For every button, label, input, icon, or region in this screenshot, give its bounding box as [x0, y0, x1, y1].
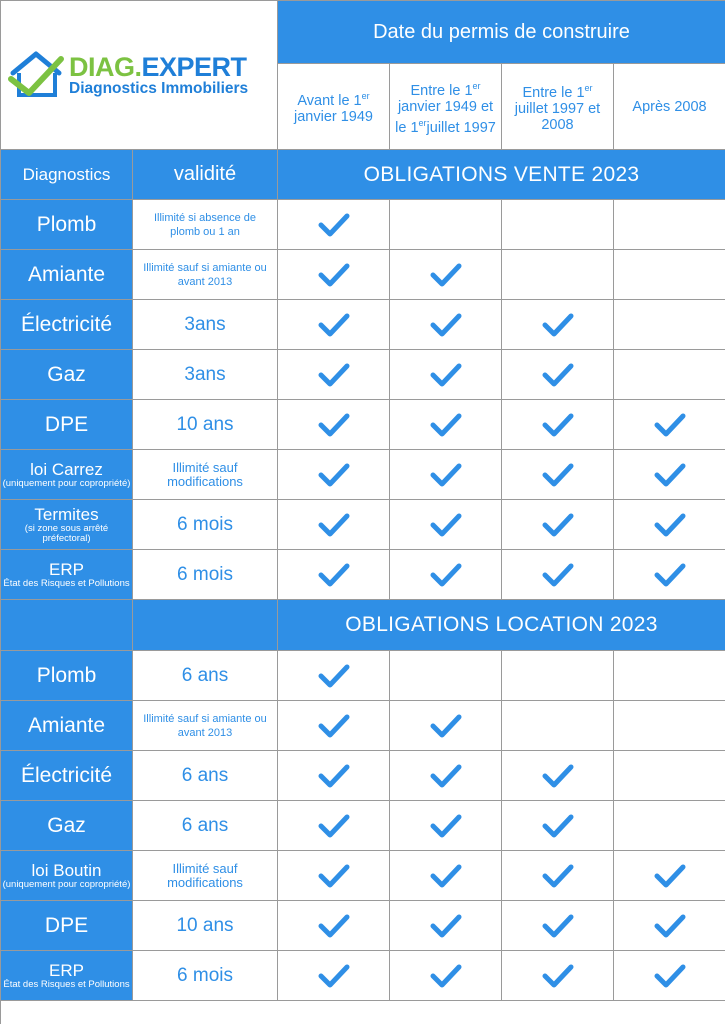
period-text-post: janvier 1949 — [294, 108, 373, 125]
period-sup: er — [584, 83, 593, 94]
checkmark-icon — [429, 361, 463, 389]
checkmark-icon — [429, 261, 463, 289]
checkmark-icon — [653, 411, 687, 439]
checkmark-icon — [653, 862, 687, 890]
period-label — [506, 80, 609, 133]
diagnostic-label: Électricité — [20, 763, 113, 787]
checkmark-icon — [317, 862, 351, 890]
column-header-diagnostics: Diagnostics — [1, 150, 133, 200]
validity-value: Illimité sauf si amiante ou avant 2013 — [133, 250, 278, 300]
check-cell-checked — [614, 500, 725, 550]
validity-value: 3ans — [133, 300, 278, 350]
check-cell-checked — [502, 350, 614, 400]
diagnostic-label: Plomb — [36, 663, 97, 687]
check-cell-checked — [390, 250, 502, 300]
period-text-pre: Entre le 1 — [410, 82, 473, 99]
checkmark-icon — [317, 211, 351, 239]
checkmark-icon — [429, 912, 463, 940]
validity-value: Illimité sauf modifications — [133, 450, 278, 500]
logo-brand-part2: EXPERT — [141, 52, 247, 82]
diagnostic-label: DPE — [44, 412, 89, 436]
checkmark-icon — [541, 311, 575, 339]
checkmark-icon — [541, 912, 575, 940]
checkmark-icon — [429, 762, 463, 790]
checkmark-icon — [541, 511, 575, 539]
check-cell-checked — [614, 450, 725, 500]
diagnostic-name — [1, 450, 133, 500]
checkmark-icon — [317, 511, 351, 539]
diagnostic-name — [1, 951, 133, 1001]
check-cell-checked — [278, 801, 390, 851]
checkmark-icon — [317, 311, 351, 339]
validity-value: Illimité sauf si amiante ou avant 2013 — [133, 701, 278, 751]
period-label — [632, 99, 706, 115]
diagnostic-name — [1, 400, 133, 450]
checkmark-icon — [317, 662, 351, 690]
validity-value: 10 ans — [133, 901, 278, 951]
diagnostic-label: Gaz — [47, 813, 86, 837]
checkmark-icon — [653, 962, 687, 990]
checkmark-icon — [429, 561, 463, 589]
diagnostic-sublabel: (uniquement pour copropriété) — [2, 477, 131, 489]
check-cell-checked — [390, 450, 502, 500]
check-cell-checked — [278, 200, 390, 250]
diagnostic-name — [1, 500, 133, 550]
validity-value: Illimité sauf modifications — [133, 851, 278, 901]
checkmark-icon — [317, 411, 351, 439]
location-header-blank-1 — [1, 600, 133, 651]
check-cell-checked — [502, 901, 614, 951]
check-cell-empty — [614, 701, 725, 751]
diagnostic-name — [1, 300, 133, 350]
checkmark-icon — [653, 461, 687, 489]
validity-value: 6 mois — [133, 550, 278, 600]
check-cell-checked — [390, 500, 502, 550]
checkmark-icon — [317, 261, 351, 289]
checkmark-icon — [317, 912, 351, 940]
checkmark-icon — [429, 411, 463, 439]
check-cell-checked — [390, 550, 502, 600]
diagnostic-name — [1, 250, 133, 300]
check-cell-checked — [502, 751, 614, 801]
diagnostic-label: DPE — [44, 913, 89, 937]
diagnostic-name — [1, 851, 133, 901]
check-cell-checked — [502, 951, 614, 1001]
check-cell-empty — [614, 300, 725, 350]
diagnostic-name — [1, 550, 133, 600]
checkmark-icon — [653, 912, 687, 940]
period-sup: er — [472, 80, 481, 91]
location-section-title: OBLIGATIONS LOCATION 2023 — [278, 600, 725, 651]
check-cell-checked — [614, 951, 725, 1001]
period-header-3 — [502, 64, 614, 150]
check-cell-checked — [390, 951, 502, 1001]
check-cell-empty — [502, 200, 614, 250]
check-cell-checked — [390, 801, 502, 851]
logo-tagline: Diagnostics Immobiliers — [69, 80, 249, 97]
checkmark-icon — [317, 461, 351, 489]
diagnostic-label: Amiante — [27, 713, 106, 737]
diagnostic-label: Plomb — [36, 212, 97, 236]
diagnostic-label: loi Carrez — [30, 459, 103, 479]
validity-value: 3ans — [133, 350, 278, 400]
check-cell-checked — [278, 350, 390, 400]
check-cell-checked — [390, 350, 502, 400]
logo-brand — [69, 53, 248, 81]
logo — [1, 1, 278, 150]
diagnostic-name — [1, 701, 133, 751]
check-cell-checked — [502, 300, 614, 350]
check-cell-checked — [390, 300, 502, 350]
check-cell-checked — [278, 500, 390, 550]
check-cell-empty — [614, 350, 725, 400]
diagnostic-sublabel: État des Risques et Pollutions — [3, 577, 130, 589]
diagnostic-label: ERP — [49, 960, 84, 980]
diagnostic-label: Gaz — [47, 362, 86, 386]
check-cell-empty — [502, 250, 614, 300]
period-label — [282, 88, 385, 125]
checkmark-icon — [429, 461, 463, 489]
check-cell-checked — [278, 951, 390, 1001]
validity-value: 6 ans — [133, 651, 278, 701]
check-cell-checked — [502, 450, 614, 500]
checkmark-icon — [541, 812, 575, 840]
validity-value: 6 ans — [133, 751, 278, 801]
diagnostic-name — [1, 751, 133, 801]
diagnostic-label: Électricité — [20, 312, 113, 336]
period-text-mid: janvier 1949 et le 1 — [395, 98, 494, 136]
checkmark-icon — [541, 461, 575, 489]
checkmark-icon — [317, 762, 351, 790]
checkmark-icon — [541, 361, 575, 389]
checkmark-icon — [541, 762, 575, 790]
checkmark-icon — [541, 862, 575, 890]
diagnostic-label: Termites — [34, 504, 99, 524]
checkmark-icon — [317, 962, 351, 990]
diagnostic-name — [1, 901, 133, 951]
check-cell-checked — [278, 250, 390, 300]
checkmark-icon — [317, 712, 351, 740]
checkmark-icon — [429, 862, 463, 890]
check-cell-checked — [502, 550, 614, 600]
check-cell-checked — [278, 400, 390, 450]
check-cell-empty — [502, 701, 614, 751]
checkmark-icon — [653, 561, 687, 589]
period-label — [394, 78, 497, 136]
checkmark-icon — [429, 962, 463, 990]
check-cell-checked — [390, 851, 502, 901]
diagnostic-name — [1, 801, 133, 851]
checkmark-icon — [541, 411, 575, 439]
diagnostic-label: Amiante — [27, 262, 106, 286]
check-cell-empty — [614, 200, 725, 250]
validity-value: 6 mois — [133, 500, 278, 550]
check-cell-checked — [502, 851, 614, 901]
check-cell-checked — [390, 701, 502, 751]
diagnostic-sublabel: (uniquement pour copropriété) — [2, 878, 131, 890]
validity-value: 6 mois — [133, 951, 278, 1001]
check-cell-empty — [614, 751, 725, 801]
period-text-pre: Après 2008 — [632, 98, 707, 115]
house-check-icon — [7, 49, 65, 101]
check-cell-checked — [614, 901, 725, 951]
checkmark-icon — [541, 962, 575, 990]
checkmark-icon — [317, 812, 351, 840]
diagnostic-name — [1, 350, 133, 400]
checkmark-icon — [429, 311, 463, 339]
logo-brand-part1: DIAG. — [69, 52, 142, 82]
period-text-post: juillet 1997 et 2008 — [514, 100, 601, 133]
check-cell-checked — [278, 701, 390, 751]
checkmark-icon — [429, 511, 463, 539]
diagnostic-sublabel: (si zone sous arrêté préfectoral) — [24, 522, 109, 544]
check-cell-checked — [278, 450, 390, 500]
check-cell-empty — [614, 651, 725, 701]
column-header-validite: validité — [133, 150, 278, 200]
checkmark-icon — [653, 511, 687, 539]
diagnostic-name — [1, 651, 133, 701]
check-cell-empty — [390, 651, 502, 701]
check-cell-checked — [278, 751, 390, 801]
period-text-pre: Entre le 1 — [522, 84, 585, 101]
check-cell-checked — [278, 901, 390, 951]
validity-value: Illimité si absence de plomb ou 1 an — [133, 200, 278, 250]
check-cell-checked — [614, 851, 725, 901]
vente-section-title: OBLIGATIONS VENTE 2023 — [278, 150, 725, 200]
check-cell-checked — [278, 300, 390, 350]
period-text-pre: Avant le 1 — [297, 92, 362, 109]
period-header-4 — [614, 64, 725, 150]
check-cell-checked — [614, 400, 725, 450]
diagnostic-name — [1, 200, 133, 250]
validity-value: 6 ans — [133, 801, 278, 851]
check-cell-checked — [278, 550, 390, 600]
location-header-blank-2 — [133, 600, 278, 651]
checkmark-icon — [429, 812, 463, 840]
check-cell-checked — [390, 751, 502, 801]
check-cell-checked — [278, 851, 390, 901]
diagnostic-label: ERP — [49, 559, 84, 579]
checkmark-icon — [429, 712, 463, 740]
check-cell-checked — [502, 500, 614, 550]
checkmark-icon — [317, 361, 351, 389]
check-cell-checked — [502, 400, 614, 450]
period-header-1 — [278, 64, 390, 150]
validity-value: 10 ans — [133, 400, 278, 450]
period-header-2 — [390, 64, 502, 150]
check-cell-empty — [390, 200, 502, 250]
check-cell-checked — [390, 400, 502, 450]
checkmark-icon — [317, 561, 351, 589]
diagnostic-sublabel: État des Risques et Pollutions — [3, 978, 130, 990]
period-sup: er — [361, 91, 370, 102]
check-cell-empty — [502, 651, 614, 701]
check-cell-checked — [502, 801, 614, 851]
checkmark-icon — [541, 561, 575, 589]
diagnostic-label: loi Boutin — [31, 860, 102, 880]
permis-title: Date du permis de construire — [278, 1, 725, 64]
check-cell-empty — [614, 801, 725, 851]
check-cell-checked — [614, 550, 725, 600]
check-cell-checked — [278, 651, 390, 701]
period-text-post: juillet 1997 — [426, 119, 496, 136]
period-sup-2: er — [418, 117, 427, 128]
check-cell-empty — [614, 250, 725, 300]
check-cell-checked — [390, 901, 502, 951]
